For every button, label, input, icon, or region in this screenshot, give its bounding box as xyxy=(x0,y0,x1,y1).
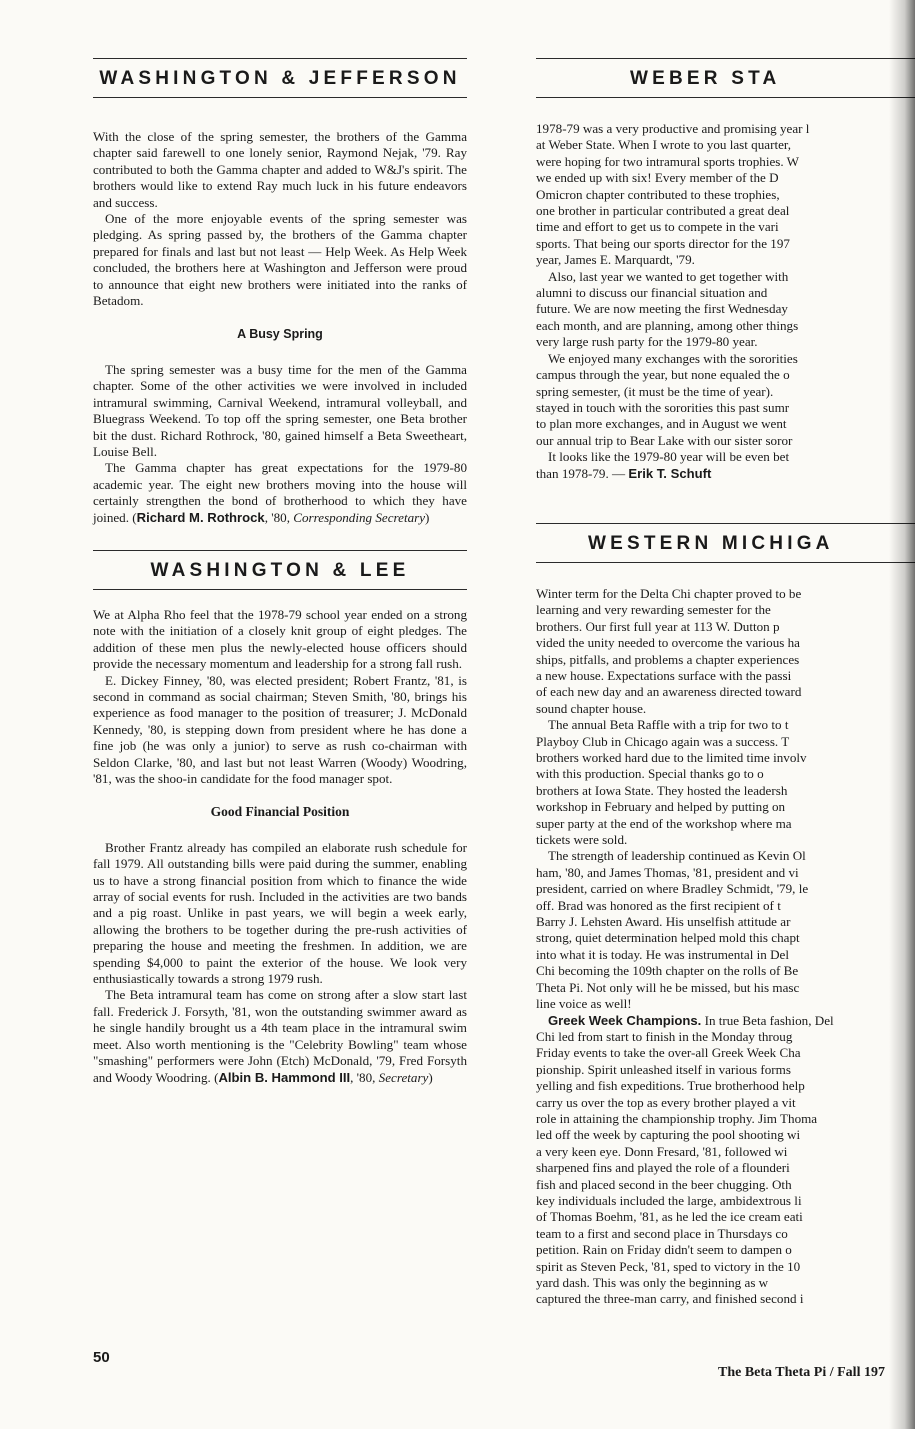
wm-line: into what it is today. He was instrumental in Del xyxy=(536,946,789,962)
weber-line: were hoping for two intramural sports trophies. W xyxy=(536,153,800,169)
wj-header xyxy=(93,58,467,98)
wm-line: vided the unity needed to overcome the various ha xyxy=(536,635,800,651)
wl-signature-title: Secretary xyxy=(378,1069,429,1085)
wj-paragraph-2: One of the more enjoyable events of the spring semester was pledging. As spring passed by, the brothers of the Gamma chapter prepared for finals and last but not least — Help Week. As Help Week concluded, the brothers here at Washington and Jefferson were proud to announce that eight new brothers were initiated into the ranks of Betadom. xyxy=(93,211,467,309)
weber-line: campus through the year, but none equaled the o xyxy=(536,367,790,383)
wm-line: petition. Rain on Friday didn't seem to dampen o xyxy=(536,1242,792,1258)
running-title: The Beta Theta Pi / Fall 197 xyxy=(718,1365,885,1380)
wm-line: a new house. Expectations surface with the passi xyxy=(536,667,792,683)
wm-line: Chi becoming the 109th chapter on the rolls of Be xyxy=(536,963,799,979)
wl-paragraph-2: E. Dickey Finney, '80, was elected president; Robert Frantz, '81, is second in command as social chairman; Steven Smith, '80, brings his experience as food manager to the position of treasurer; J. McDonald Kennedy, '80, is stepping down from president where he has done a fine job (he was only a junior) to serve as rush co-chairman with Seldon Clarke, '80, and last but not least Warren (Woody) Woodring, '81, was the shoo-in candidate for the food manager spot. xyxy=(93,672,467,786)
wm-line: learning and very rewarding semester for the xyxy=(536,602,771,618)
wm-line: sound chapter house. xyxy=(536,700,647,716)
wl-sig-close: ) xyxy=(428,1069,433,1085)
wl-header xyxy=(93,550,467,590)
wm-line: a very keen eye. Donn Fresard, '81, followed wi xyxy=(536,1143,788,1159)
right-column xyxy=(536,58,915,1398)
wm-line: workshop in February and helped by putting on xyxy=(536,799,786,815)
left-column xyxy=(93,58,467,1086)
weber-line: 1978-79 was a very productive and promising year l xyxy=(536,121,810,136)
wl-signature-name: Albin B. Hammond III xyxy=(218,1069,351,1085)
page-number: 50 xyxy=(93,1349,110,1366)
weber-last-line xyxy=(536,466,915,482)
wm-line: Chi led from start to finish in the Monday throug xyxy=(536,1028,793,1044)
wm-body xyxy=(536,586,915,1308)
wj-signature-name: Richard M. Rothrock xyxy=(136,509,265,525)
weber-line: at Weber State. When I wrote to you last quarter, xyxy=(536,137,792,153)
wm-line: fish and placed second in the beer chugging. Oth xyxy=(536,1176,792,1192)
wm-line: The strength of leadership continued as Kevin Ol xyxy=(548,848,806,864)
wm-line: Barry J. Lehsten Award. His unselfish attitude ar xyxy=(536,914,791,930)
wm-greek-week-lead: Greek Week Champions. xyxy=(548,1012,702,1028)
weber-line: alumni to discuss our financial situation and xyxy=(536,285,768,301)
wm-bottom-rule xyxy=(536,562,915,563)
wm-line: pionship. Spirit unleashed itself in various forms xyxy=(536,1061,791,1077)
wl-bottom-rule xyxy=(93,589,467,590)
weber-line: We enjoyed many exchanges with the sororities xyxy=(548,350,798,366)
wm-line: In true Beta fashion, Del xyxy=(701,1012,834,1028)
weber-signature-name: Erik T. Schuft xyxy=(628,465,712,481)
wm-line: Playboy Club in Chicago again was a success. T xyxy=(536,733,790,749)
weber-line: time and effort to get us to compete in the vari xyxy=(536,219,779,235)
wl-sig-open: ( xyxy=(214,1069,219,1085)
wm-line: tickets were sold. xyxy=(536,832,628,848)
wm-line: ships, pitfalls, and problems a chapter experiences xyxy=(536,651,800,667)
wj-sig-open: ( xyxy=(132,509,137,525)
weber-line: to plan more exchanges, and in August we went xyxy=(536,416,787,432)
wm-line: Friday events to take the over-all Greek Week Cha xyxy=(536,1045,801,1061)
wl-paragraph-3: Brother Frantz already has compiled an elaborate rush schedule for fall 1979. All outstanding bills were paid during the summer, enabling us to have a strong financial position from which to finance the wide array of social events for rush. Included in the activities are two bands and a pig roast. Unlike in past years, we will begin a week early, allowing the brothers to be together during the pre-rush activities of preparing the house and meeting the freshmen. In addition, we are spending $4,000 to paint the exterior of the house. We look very enthusiastically towards a strong 1979 rush. xyxy=(93,839,467,987)
wl-subhead: Good Financial Position xyxy=(210,804,350,820)
wm-line: line voice as well! xyxy=(536,996,632,1012)
wj-signature-title: Corresponding Secretary xyxy=(293,509,426,525)
wl-paragraph-1: We at Alpha Rho feel that the 1978-79 school year ended on a strong note with the initiation of a closely knit group of eight pledges. The addition of these men plus the newly-elected house officers should provide the necessary momentum and leadership for a strong fall rush. xyxy=(93,606,467,672)
wm-line: team to a first and second place in Thursdays co xyxy=(536,1225,788,1241)
wm-line: led off the week by capturing the pool shooting wi xyxy=(536,1127,801,1143)
wj-paragraph-1: With the close of the spring semester, the brothers of the Gamma chapter said farewell to one lonely senior, Raymond Nejak, '79. Ray contributed to both the Gamma chapter and added to W&J's spirit. The brothers would like to extend Ray much luck in his future endeavors and success. xyxy=(93,129,467,210)
weber-line: Also, last year we wanted to get together with xyxy=(548,268,789,284)
wm-line: of each new day and an awareness directed toward xyxy=(536,684,802,700)
wj-paragraph-4-text: The Gamma chapter has great expectations for the 1979-80 academic year. The eight new brothers moving into the house will certainly strengthen the bond of brotherhood to which they have joined. xyxy=(93,460,467,525)
wj-sig-close: ) xyxy=(425,509,430,525)
wj-subhead: A Busy Spring xyxy=(237,327,323,342)
wm-header xyxy=(536,523,915,563)
wl-heading: WASHINGTON & LEE xyxy=(150,559,410,581)
wm-line: brothers. Our first full year at 113 W. Dutton p xyxy=(536,618,780,634)
wj-signature-year: , '80, xyxy=(264,509,294,525)
weber-line: we ended up with six! Every member of the D xyxy=(536,170,779,186)
weber-line: sports. That being our sports director for the 197 xyxy=(536,235,790,251)
wm-line: super party at the end of the workshop where ma xyxy=(536,815,792,831)
wm-line: brothers at Iowa State. They hosted the leadersh xyxy=(536,782,788,798)
wj-paragraph-4 xyxy=(93,460,467,526)
weber-heading: WEBER STA xyxy=(630,68,781,89)
wm-line: The annual Beta Raffle with a trip for two to t xyxy=(548,717,789,733)
weber-line: year, James E. Marquardt, '79. xyxy=(536,252,695,268)
wm-heading: WESTERN MICHIGA xyxy=(588,532,834,554)
weber-line: future. We are now meeting the first Wednesday xyxy=(536,301,788,317)
wm-line: yard dash. This was only the beginning as w xyxy=(536,1275,769,1290)
wm-line: captured the three-man carry, and finished second i xyxy=(536,1291,804,1307)
wl-signature-year: , '80, xyxy=(350,1069,379,1085)
wm-line: off. Brad was honored as the first recipient of t xyxy=(536,897,781,913)
weber-line: It looks like the 1979-80 year will be even bet xyxy=(548,449,790,465)
wm-line: yelling and fish expeditions. True brotherhood help xyxy=(536,1078,805,1094)
wj-bottom-rule xyxy=(93,97,467,98)
weber-line: stayed in touch with the sororities this past sumr xyxy=(536,399,790,415)
wl-paragraph-4-text: The Beta intramural team has come on strong after a slow start last fall. Frederick J. Forsyth, '81, won the outstanding swimmer award as he single handily brought us a 4th team place in the intramural swim meet. Also worth mentioning is the "Celebrity Bowling" team whose "smashing" performers were John (Etch) McDonald, '79, Fred Forsyth and Woody Woodring. xyxy=(93,987,467,1085)
weber-body xyxy=(536,121,915,482)
wm-line: role in attaining the championship trophy. Jim Thoma xyxy=(536,1110,818,1126)
wm-line: of Thomas Boehm, '81, as he led the ice cream eati xyxy=(536,1209,803,1225)
wl-paragraph-4 xyxy=(93,987,467,1085)
weber-line: spring semester, (it must be the time of year). xyxy=(536,383,774,399)
weber-line: our annual trip to Bear Lake with our sister soror xyxy=(536,432,793,448)
wm-line: Winter term for the Delta Chi chapter proved to be xyxy=(536,585,802,601)
weber-header xyxy=(536,58,915,98)
wj-paragraph-3: The spring semester was a busy time for the men of the Gamma chapter. Some of the other activities we were involved in included intramural swimming, Carnival Weekend, intramural volleyball, and Bluegrass Weekend. To top off the spring semester, one Beta brother bit the dust. Richard Rothrock, '80, gained himself a Beta Sweetheart, Louise Bell. xyxy=(93,361,467,459)
wm-line: brothers worked hard due to the limited time involv xyxy=(536,750,807,765)
wm-line: Theta Pi. Not only will he be missed, but his masc xyxy=(536,979,800,995)
wl-body xyxy=(93,607,467,1086)
wj-heading: WASHINGTON & JEFFERSON xyxy=(99,68,461,89)
wm-line: carry us over the top as every brother played a vit xyxy=(536,1094,796,1110)
weber-bottom-rule xyxy=(536,97,915,98)
weber-line: very large rush party for the 1979-80 year. xyxy=(536,334,758,350)
wm-line: key individuals included the large, ambidextrous li xyxy=(536,1192,802,1208)
weber-line: Omicron chapter contributed to these trophies, xyxy=(536,186,780,202)
wm-line: with this production. Special thanks go to o xyxy=(536,766,764,782)
weber-line: than 1978-79. — xyxy=(536,465,629,481)
wm-line: sharpened fins and played the role of a flounderi xyxy=(536,1160,790,1176)
wm-line: strong, quiet determination helped mold this chapt xyxy=(536,930,800,946)
wj-body xyxy=(93,129,467,526)
wm-line: ham, '80, and James Thomas, '81, president and vi xyxy=(536,864,799,880)
weber-line: each month, and are planning, among other things xyxy=(536,317,799,333)
weber-line: one brother in particular contributed a great deal xyxy=(536,203,790,219)
wm-line: spirit as Steven Peck, '81, sped to victory in the 10 xyxy=(536,1258,801,1274)
wm-line: president, carried on where Bradley Schmidt, '79, le xyxy=(536,881,809,897)
wm-greek-week-line xyxy=(536,1013,915,1029)
